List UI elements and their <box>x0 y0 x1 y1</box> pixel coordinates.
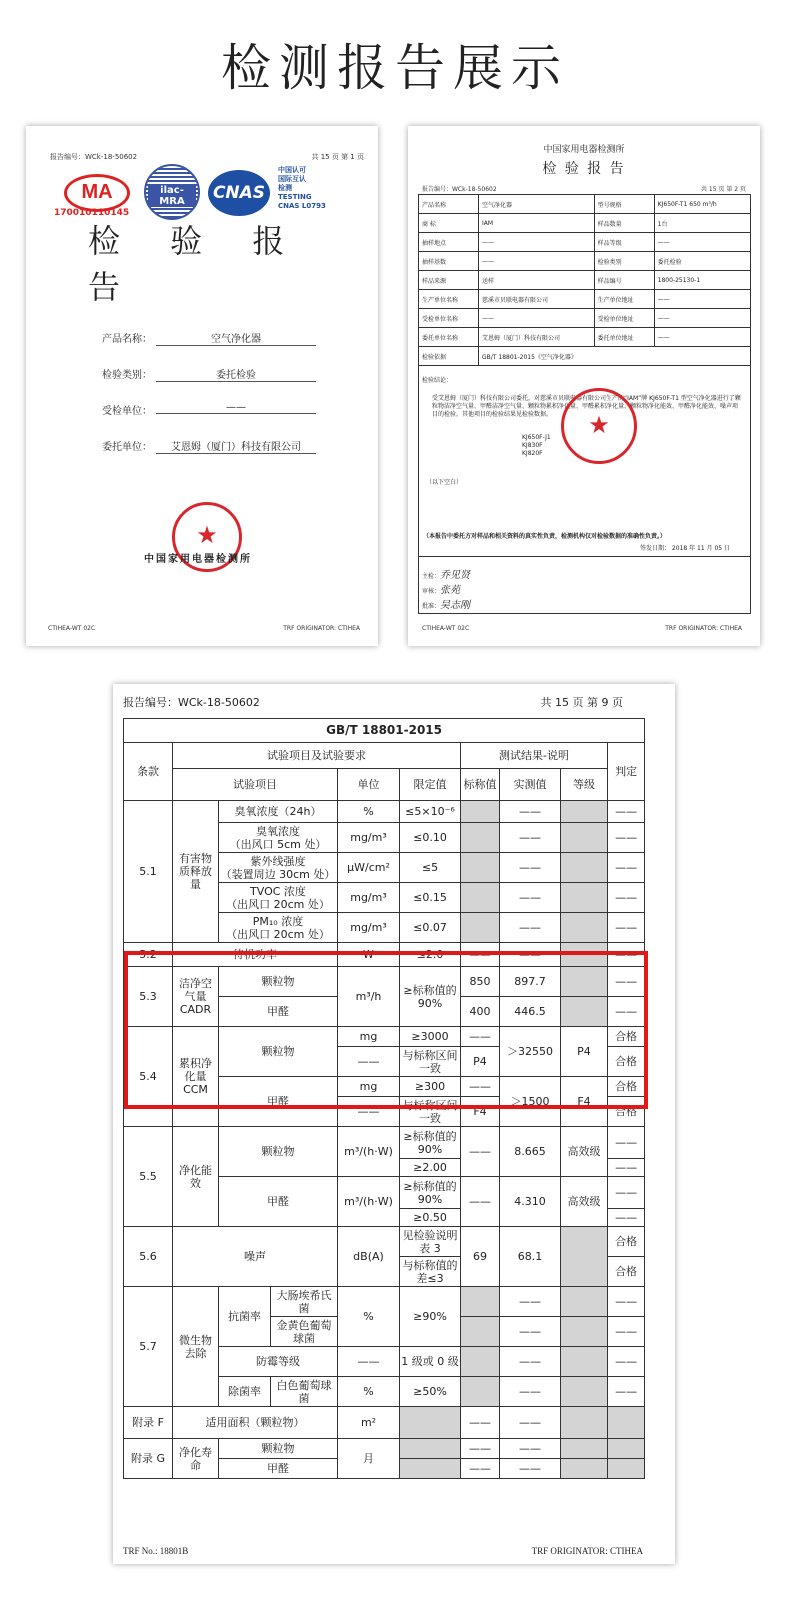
table-cell: 慈溪市贝联电器有限公司 <box>479 290 595 309</box>
table-row <box>124 1287 645 1317</box>
table-cell: 受检单位地址 <box>594 309 654 328</box>
page-info: 共 15 页 第 9 页 <box>540 696 623 709</box>
report-data-page <box>113 684 675 1564</box>
table-cell: 洁净空气量 CADR <box>173 967 219 1027</box>
table-cell: —— <box>461 1439 500 1459</box>
table-cell: 5.6 <box>124 1227 173 1287</box>
table-cell: 与标称区间一致 <box>400 1047 461 1077</box>
table-cell: ≥50% <box>400 1377 461 1407</box>
table-cell: 艾恩姆（厦门）科技有限公司 <box>479 328 595 347</box>
table-cell: 抽样基数 <box>419 252 479 271</box>
table-cell: —— <box>654 233 750 252</box>
table-cell: —— <box>500 913 561 943</box>
table-cell: —— <box>461 1459 500 1479</box>
highlight-box <box>124 951 648 1109</box>
table-cell <box>400 1459 461 1479</box>
report-number: 报告编号：WCk-18-50602 <box>50 153 138 161</box>
field-value: —— <box>156 402 316 414</box>
table-cell: 颗粒物 <box>219 1439 338 1459</box>
sign-label: 主检： <box>422 573 441 580</box>
col-header: 单位 <box>338 769 400 801</box>
table-cell: ≥300 <box>400 1077 461 1097</box>
table-cell: 样品数量 <box>594 214 654 233</box>
table-cell <box>461 1347 500 1377</box>
table-cell: —— <box>500 1439 561 1459</box>
col-header: 测试结果-说明 <box>461 743 608 769</box>
table-cell: 69 <box>461 1227 500 1287</box>
table-cell: 紫外线强度 （装置周边 30cm 处） <box>219 853 338 883</box>
table-cell: 合格 <box>608 1227 645 1257</box>
table-cell: 甲醛 <box>219 1459 338 1479</box>
table-cell: —— <box>500 1407 561 1439</box>
table-cell: dB(A) <box>338 1227 400 1287</box>
table-cell: 合格 <box>608 1047 645 1077</box>
table-cell: ＞32550 <box>500 1027 561 1077</box>
table-cell: 甲醛 <box>219 1177 338 1227</box>
table-cell: —— <box>608 853 645 883</box>
ilac-mra-logo: ilac-MRA <box>144 164 200 220</box>
table-cell: IAM <box>479 214 595 233</box>
table-cell <box>461 883 500 913</box>
table-cell: —— <box>608 801 645 823</box>
signature: 吴志刚 <box>440 600 471 611</box>
table-cell: 净化能效 <box>173 1127 219 1227</box>
table-cell: —— <box>608 1287 645 1317</box>
table-cell: —— <box>500 883 561 913</box>
table-cell: —— <box>608 823 645 853</box>
table-cell: —— <box>500 853 561 883</box>
table-cell: 850 <box>461 967 500 997</box>
col-header: 试验项目及试验要求 <box>173 743 461 769</box>
table-cell: 合格 <box>608 1077 645 1097</box>
table-cell: 样品来源 <box>419 271 479 290</box>
report-summary-page <box>408 126 760 646</box>
table-cell: 商 标 <box>419 214 479 233</box>
table-cell: P4 <box>461 1047 500 1077</box>
col-header: 实测值 <box>500 769 561 801</box>
table-cell: 臭氧浓度（24h） <box>219 801 338 823</box>
table-cell: —— <box>654 309 750 328</box>
table-cell: —— <box>608 997 645 1027</box>
table-cell: m² <box>338 1407 400 1439</box>
table-cell: 446.5 <box>500 997 561 1027</box>
table-cell: —— <box>338 1097 400 1127</box>
table-cell: 5.2 <box>124 943 173 967</box>
table-cell: ≥2.00 <box>400 1159 461 1177</box>
sign-label: 审核： <box>422 588 441 595</box>
table-cell: 大肠埃希氏菌 <box>271 1287 338 1317</box>
table-cell: 5.3 <box>124 967 173 1027</box>
table-cell: 5.5 <box>124 1127 173 1227</box>
table-cell: —— <box>461 1407 500 1439</box>
summary-title: 检 验 报 告 <box>542 161 626 177</box>
col-header: 等级 <box>561 769 608 801</box>
col-header: 限定值 <box>400 769 461 801</box>
table-row <box>419 290 751 309</box>
table-row <box>124 1227 645 1257</box>
table-cell: —— <box>479 309 595 328</box>
footer-left: CTIHEA-WT 02C <box>48 625 96 632</box>
org-name: 中国家用电器检测所 <box>144 554 252 565</box>
table-cell: 合格 <box>608 1027 645 1047</box>
table-cell: 897.7 <box>500 967 561 997</box>
table-cell <box>561 883 608 913</box>
red-seal: ★ <box>561 388 637 464</box>
page-title: 检测报告展示 <box>221 39 569 97</box>
table-cell: ≤2.0 <box>400 943 461 967</box>
table-cell: ＞1500 <box>500 1077 561 1127</box>
table-cell: 型号规格 <box>594 195 654 214</box>
field-value: 空气净化器 <box>156 330 316 346</box>
table-cell: —— <box>654 328 750 347</box>
table-cell: 送样 <box>479 271 595 290</box>
table-row <box>124 769 645 801</box>
table-cell <box>419 366 751 557</box>
summary-org: 中国家用电器检测所 <box>543 145 625 155</box>
table-cell: ≤0.07 <box>400 913 461 943</box>
table-row <box>419 309 751 328</box>
table-cell: —— <box>479 252 595 271</box>
table-cell: GB/T 18801-2015《空气净化器》 <box>479 347 751 366</box>
table-cell: —— <box>608 943 645 967</box>
table-cell: 8.665 <box>500 1127 561 1177</box>
table-row <box>419 347 751 366</box>
table-row <box>419 328 751 347</box>
table-cell: 抽样地点 <box>419 233 479 252</box>
table-row <box>124 1407 645 1439</box>
table-cell: m³/(h·W) <box>338 1177 400 1227</box>
conclusion-text: 受艾恩姆（厦门）科技有限公司委托，对慈溪市贝联电器有限公司生产的“IAM”牌 KJ650F-T1 型空气净化器进行了颗粒物洁净空气量、甲醛洁净空气量、颗粒物累积净化量、甲醛累积净化量、颗粒物净化能效、甲醛净化能效、噪声项目的检验。其他项目的检验结果见检验数据。 <box>432 395 741 418</box>
table-cell: 生产单位地址 <box>594 290 654 309</box>
table-cell: ≥3000 <box>400 1027 461 1047</box>
table-cell: —— <box>338 1347 400 1377</box>
table-cell: 1 级或 0 级 <box>400 1347 461 1377</box>
cover-title: 检 验 报 告 <box>88 222 305 306</box>
table-cell: 颗粒物 <box>219 1127 338 1177</box>
table-row <box>419 557 751 614</box>
table-cell: 臭氧浓度 （出风口 5cm 处） <box>219 823 338 853</box>
table-cell: ≤0.10 <box>400 823 461 853</box>
table-cell <box>461 853 500 883</box>
table-row <box>419 195 751 214</box>
table-row <box>419 214 751 233</box>
table-cell: 高效级 <box>561 1127 608 1177</box>
table-cell <box>461 1377 500 1407</box>
table-cell: 待机功率 <box>173 943 338 967</box>
table-cell: ≥标称值的 90% <box>400 967 461 1027</box>
table-row <box>419 366 751 557</box>
table-cell <box>561 1439 608 1459</box>
table-cell: mg/m³ <box>338 883 400 913</box>
cnas-text: 中国认可 国际互认 检测 TESTING CNAS L0793 <box>278 166 326 210</box>
table-row <box>419 252 751 271</box>
table-cell: 抗菌率 <box>219 1287 271 1347</box>
table-cell: 4.310 <box>500 1177 561 1227</box>
table-cell <box>561 913 608 943</box>
table-cell: ≤5 <box>400 853 461 883</box>
table-cell: 金黄色葡萄球菌 <box>271 1317 338 1347</box>
table-cell: m³/(h·W) <box>338 1127 400 1177</box>
page-info: 共 15 页 第 2 页 <box>701 186 746 193</box>
table-cell: 微生物去除 <box>173 1287 219 1407</box>
table-cell: —— <box>500 823 561 853</box>
footer-right: TRF ORIGINATOR: CTIHEA <box>665 625 742 632</box>
table-cell: 1800-25130-1 <box>654 271 750 290</box>
page-info: 共 15 页 第 1 页 <box>311 153 364 161</box>
table-cell: —— <box>461 943 500 967</box>
table-cell: 样品编号 <box>594 271 654 290</box>
table-cell: —— <box>338 1047 400 1077</box>
table-cell: F4 <box>561 1077 608 1127</box>
table-cell: 噪声 <box>173 1227 338 1287</box>
red-seal: ★ <box>172 502 242 572</box>
table-cell: 生产单位名称 <box>419 290 479 309</box>
table-cell: 5.7 <box>124 1287 173 1407</box>
table-cell: 合格 <box>608 1097 645 1127</box>
table-cell: 有害物质释放量 <box>173 801 219 943</box>
table-row <box>124 801 645 823</box>
table-cell: 委托单位名称 <box>419 328 479 347</box>
table-cell <box>561 801 608 823</box>
table-cell <box>561 1459 608 1479</box>
table-cell: ≤5×10⁻⁶ <box>400 801 461 823</box>
col-header: 试验项目 <box>173 769 338 801</box>
table-cell: ≥0.50 <box>400 1209 461 1227</box>
table-cell <box>561 1377 608 1407</box>
table-cell <box>461 1287 500 1317</box>
table-cell: 委托单位地址 <box>594 328 654 347</box>
table-cell: % <box>338 1287 400 1347</box>
table-cell: 甲醛 <box>219 997 338 1027</box>
report-number: 报告编号：WCk-18-50602 <box>422 186 497 193</box>
table-cell: 高效级 <box>561 1177 608 1227</box>
table-row <box>124 1127 645 1159</box>
table-cell <box>561 1347 608 1377</box>
summary-table <box>418 194 751 614</box>
table-cell: —— <box>500 1377 561 1407</box>
table-cell: 附录 F <box>124 1407 173 1439</box>
table-cell: —— <box>500 1317 561 1347</box>
col-header: 条款 <box>124 743 173 801</box>
table-cell <box>608 1439 645 1459</box>
table-cell: 见检验说明表 3 <box>400 1227 461 1257</box>
table-cell <box>608 1459 645 1479</box>
table-cell: —— <box>461 1027 500 1047</box>
table-cell: 甲醛 <box>219 1077 338 1127</box>
field-label: 委托单位： <box>102 442 152 453</box>
table-cell <box>400 1407 461 1439</box>
table-cell: ≥标称值的 90% <box>400 1177 461 1209</box>
table-cell <box>608 1407 645 1439</box>
table-cell <box>561 1317 608 1347</box>
signature: 张苑 <box>440 585 461 596</box>
table-cell: F4 <box>461 1097 500 1127</box>
footer-right: TRF ORIGINATOR: CTIHEA <box>531 1546 643 1556</box>
table-cell: 1台 <box>654 214 750 233</box>
cma-number: 170010110145 <box>54 208 130 218</box>
table-cell: 附录 G <box>124 1439 173 1479</box>
table-cell: —— <box>608 1377 645 1407</box>
table-cell: mg/m³ <box>338 823 400 853</box>
table-cell: 与标称区间一致 <box>400 1097 461 1127</box>
table-cell <box>561 1407 608 1439</box>
table-row <box>124 743 645 769</box>
table-cell: —— <box>654 290 750 309</box>
table-cell: P4 <box>561 1027 608 1077</box>
table-cell: W <box>338 943 400 967</box>
table-cell <box>561 1287 608 1317</box>
table-row <box>419 271 751 290</box>
table-cell: 68.1 <box>500 1227 561 1287</box>
table-cell: —— <box>608 1127 645 1159</box>
table-cell <box>400 1439 461 1459</box>
report-cover-page <box>26 126 378 646</box>
table-cell: —— <box>608 1347 645 1377</box>
blank-note: （以下空白） <box>426 479 463 486</box>
table-cell: —— <box>500 1459 561 1479</box>
table-cell: 产品名称 <box>419 195 479 214</box>
cma-logo: MA <box>64 174 130 212</box>
table-cell: μW/cm² <box>338 853 400 883</box>
table-cell: PM₁₀ 浓度 （出风口 20cm 处） <box>219 913 338 943</box>
table-cell: 5.1 <box>124 801 173 943</box>
table-cell: —— <box>461 1127 500 1177</box>
table-cell: ≥90% <box>400 1287 461 1347</box>
table-cell: 5.4 <box>124 1027 173 1127</box>
table-cell <box>461 913 500 943</box>
table-cell: % <box>338 1377 400 1407</box>
table-cell: —— <box>608 1159 645 1177</box>
table-row <box>124 719 645 743</box>
table-cell: TVOC 浓度 （出风口 20cm 处） <box>219 883 338 913</box>
table-cell <box>561 853 608 883</box>
table-cell: —— <box>608 913 645 943</box>
table-cell: mg/m³ <box>338 913 400 943</box>
table-cell: 颗粒物 <box>219 967 338 997</box>
table-row <box>124 1439 645 1459</box>
table-cell: —— <box>608 1209 645 1227</box>
table-cell: 与标称值的差≤3 <box>400 1257 461 1287</box>
table-cell: —— <box>500 1287 561 1317</box>
table-cell: —— <box>608 883 645 913</box>
standard-title: GB/T 18801-2015 <box>124 719 645 743</box>
field-value: 艾恩姆（厦门）科技有限公司 <box>156 438 316 454</box>
table-cell: mg <box>338 1077 400 1097</box>
table-cell: 月 <box>338 1439 400 1479</box>
footer-left: TRF No.: 18801B <box>123 1546 189 1556</box>
col-header: 判定 <box>608 743 645 801</box>
table-cell <box>461 801 500 823</box>
table-row <box>419 233 751 252</box>
table-cell: 累积净化量 CCM <box>173 1027 219 1127</box>
table-cell: 样品等级 <box>594 233 654 252</box>
report-number: 报告编号：WCk-18-50602 <box>123 696 260 709</box>
table-cell: 颗粒物 <box>219 1027 338 1077</box>
field-value: 委托检验 <box>156 366 316 382</box>
table-cell: ≥标称值的 90% <box>400 1127 461 1159</box>
table-cell: 合格 <box>608 1257 645 1287</box>
table-cell: 400 <box>461 997 500 1027</box>
cnas-logo: CNAS <box>208 170 270 216</box>
col-header: 标称值 <box>461 769 500 801</box>
table-cell: —— <box>608 967 645 997</box>
table-cell: —— <box>461 1177 500 1227</box>
table-cell: —— <box>500 1347 561 1377</box>
table-cell <box>461 1317 500 1347</box>
table-cell: 净化寿命 <box>173 1439 219 1479</box>
table-cell: 防霉等级 <box>219 1347 338 1377</box>
table-cell: 委托检验 <box>654 252 750 271</box>
table-cell <box>561 823 608 853</box>
table-cell: —— <box>608 1317 645 1347</box>
table-cell: 受检单位名称 <box>419 309 479 328</box>
table-cell: m³/h <box>338 967 400 1027</box>
conclusion-label: 检验结论： <box>422 377 453 384</box>
footer-right: TRF ORIGINATOR: CTIHEA <box>283 625 360 632</box>
table-cell: KJ650F-T1 650 m³/h <box>654 195 750 214</box>
table-cell: —— <box>479 233 595 252</box>
table-cell: —— <box>500 801 561 823</box>
signature: 乔见贤 <box>440 570 471 581</box>
model-list: KJ650F-J1 KJ830F KJ820F <box>522 434 551 457</box>
table-cell: 空气净化器 <box>479 195 595 214</box>
field-label: 产品名称： <box>102 334 152 345</box>
table-cell: 白色葡萄球菌 <box>271 1377 338 1407</box>
field-label: 检验类别： <box>102 370 152 381</box>
table-cell: 检验依据 <box>419 347 479 366</box>
table-cell: —— <box>461 1077 500 1097</box>
disclaimer: （本报告中委托方对样品和相关资料的真实性负责，检测机构仅对检验数据的准确性负责。） <box>423 533 667 540</box>
sign-date: 签发日期： 2018 年 11 月 05 日 <box>640 545 730 552</box>
table-cell <box>561 1227 608 1287</box>
table-cell: 检验类别 <box>594 252 654 271</box>
table-cell <box>461 823 500 853</box>
table-cell: 适用面积（颗粒物） <box>173 1407 338 1439</box>
table-cell: —— <box>500 943 561 967</box>
table-cell: —— <box>608 1177 645 1209</box>
table-cell: mg <box>338 1027 400 1047</box>
sign-label: 批准： <box>422 603 441 610</box>
table-cell: ≤0.15 <box>400 883 461 913</box>
footer-left: CTIHEA-WT 02C <box>422 625 470 632</box>
table-cell: % <box>338 801 400 823</box>
field-label: 受检单位： <box>102 406 152 417</box>
table-cell: 除菌率 <box>219 1377 271 1407</box>
table-cell <box>419 557 751 614</box>
